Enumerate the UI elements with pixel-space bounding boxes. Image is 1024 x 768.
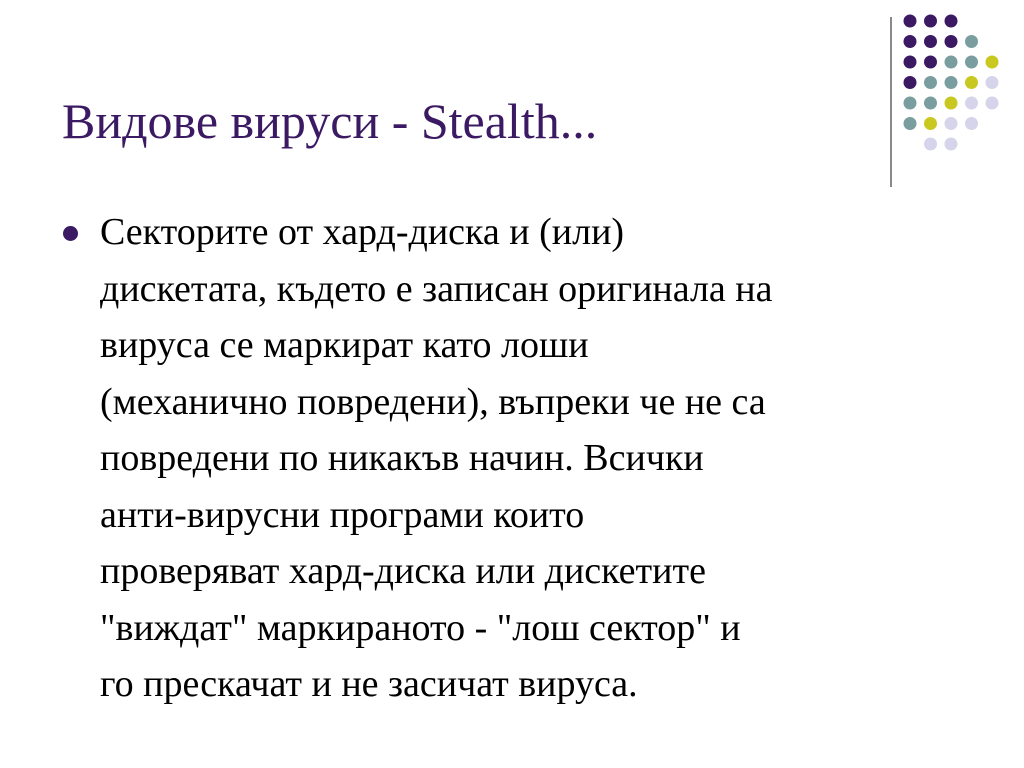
decorative-dot-teal [945,76,958,89]
decorative-dot-purple [945,35,958,48]
decorative-dot-purple [904,15,917,28]
decorative-dot-teal [924,76,937,89]
decorative-dot-lavender [965,97,978,110]
bullet-line: вируса се маркират като лоши [100,324,589,366]
bullet-line: Секторите от хард-диска и (или) [100,211,625,253]
decorative-dot-yellow [965,76,978,89]
bullet-line: анти-вирусни програми които [100,493,585,536]
decorative-dot-yellow [986,56,999,69]
decorative-dot-teal [945,56,958,69]
decorative-dot-yellow [924,117,937,130]
bullet-dot-icon [63,226,78,241]
decorative-dot-teal [965,56,978,69]
decorative-dot-purple [924,56,937,69]
decorative-dot-teal [965,35,978,48]
bullet-line: го прескачат и не засичат вируса. [100,663,638,705]
decorative-dot-purple [945,15,958,28]
decorative-dot-purple [924,35,937,48]
decorative-dot-teal [904,117,917,130]
bullet-list [62,204,962,713]
decorative-dot-lavender [945,117,958,130]
slide-title: Видове вируси - Stealth... [62,93,598,149]
decorative-dot-teal [904,97,917,110]
bullet-line: "виждат" маркираното - "лош сектор" и [100,606,741,649]
decorative-dot-lavender [965,117,978,130]
bullet-line: проверяват хард-диска или дискетите [100,550,706,592]
decorative-dot-teal [924,97,937,110]
decorative-dot-yellow [945,97,958,110]
decorative-dot-lavender [924,138,937,151]
decorative-dot-lavender [986,97,999,110]
bullet-line: (механично повредени), въпреки че не са [100,380,766,423]
bullet-line: дискетата, където е записан оригинала на [100,267,773,310]
decorative-dot-purple [904,56,917,69]
bullet-item [62,204,962,713]
decorative-dot-lavender [945,138,958,151]
decorative-dot-purple [924,15,937,28]
decorative-dot-purple [904,35,917,48]
decorative-dot-grid [902,11,1012,171]
vertical-divider [890,17,892,187]
bullet-line: повредени по никакъв начин. Всички [100,437,704,479]
decorative-dot-lavender [986,76,999,89]
decorative-dot-purple [904,76,917,89]
